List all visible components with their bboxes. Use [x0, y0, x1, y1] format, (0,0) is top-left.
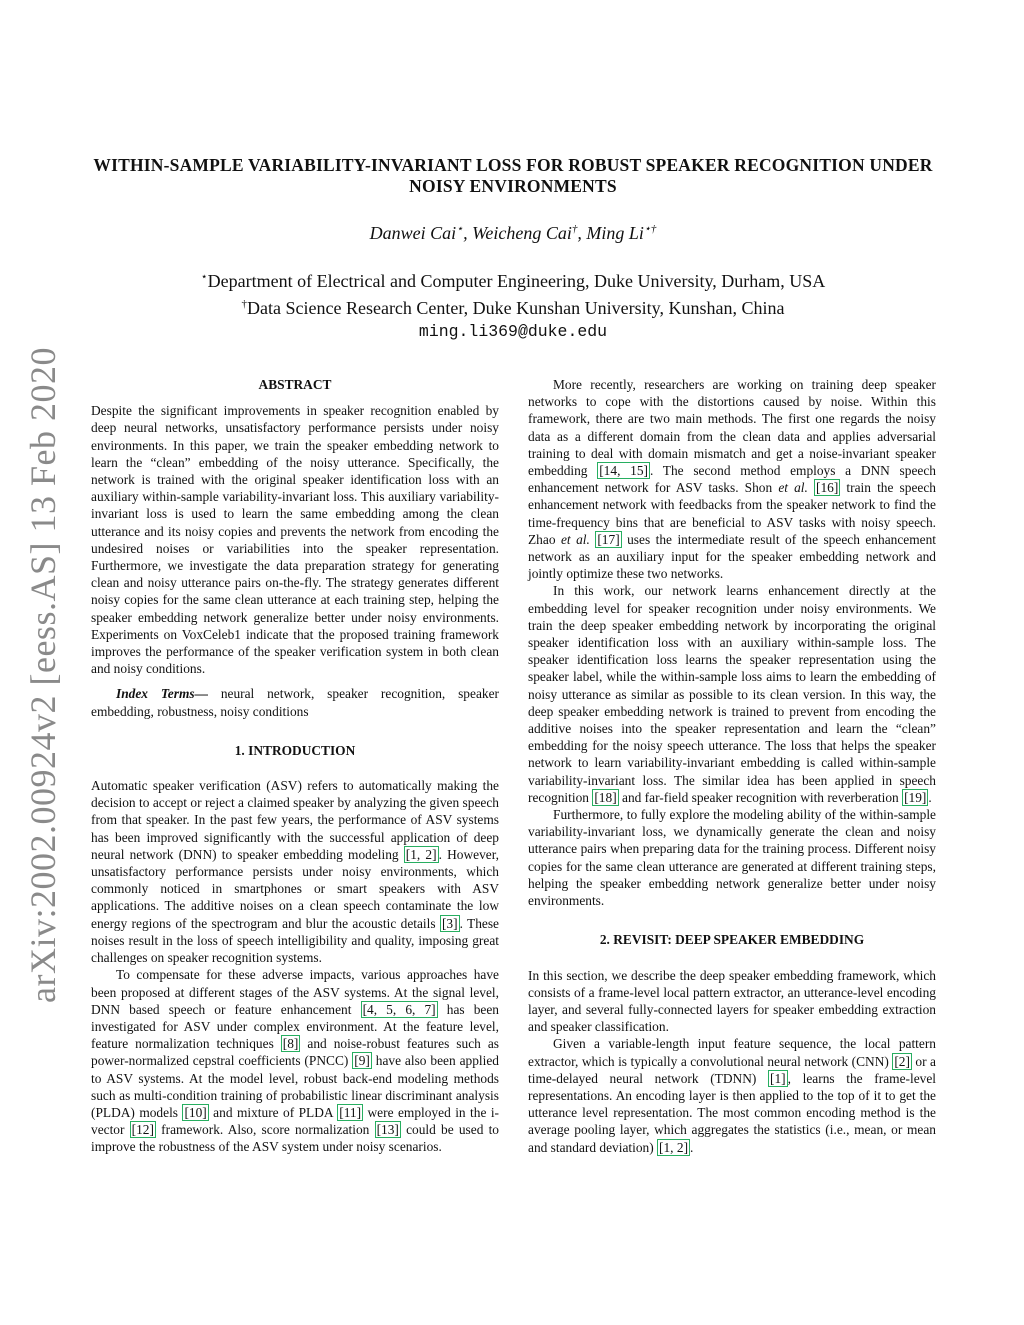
introduction-heading: 1. INTRODUCTION	[234, 742, 356, 758]
citation-link[interactable]: [1, 2]	[659, 1139, 689, 1155]
author-line: Danwei Cai⋆, Weicheng Cai†, Ming Li⋆†	[369, 223, 657, 243]
citation-link[interactable]: [18]	[594, 789, 617, 805]
data-strategy-paragraph: Furthermore, to fully explore the modeling ability of the within-sample variability-invariant loss, we dynamically generate the clean and noisy utterance pairs when preparing data for the training process. Different noisy copies for the same clean utterance are generated at different training steps, helping the speaker embedding network generalize better under noisy environments.	[528, 807, 936, 909]
abstract-heading: ABSTRACT	[258, 377, 332, 392]
citation-link[interactable]: [12]	[131, 1122, 154, 1138]
affiliation	[90, 293, 936, 320]
citation-link[interactable]: [9]	[354, 1053, 370, 1069]
affiliation-text: Data Science Research Center, Duke Kunshan University, Kunshan, China	[247, 298, 785, 318]
citation-link[interactable]: [17]	[597, 531, 620, 547]
author-name: Ming Li	[586, 223, 644, 243]
paper-title: WITHIN-SAMPLE VARIABILITY-INVARIANT LOSS FOR ROBUST SPEAKER RECOGNITION UNDER NOISY ENVIRONMENTS	[93, 155, 933, 196]
author-name: Weicheng Cai	[472, 223, 572, 243]
affiliation-mark: ⋆	[200, 271, 208, 283]
citation-link[interactable]: [10]	[184, 1104, 207, 1120]
arxiv-stamp	[18, 345, 68, 1005]
citation-link[interactable]: [14, 15]	[599, 463, 648, 479]
affiliations	[90, 266, 936, 343]
contact-email[interactable]: ming.li369@duke.edu	[418, 322, 608, 341]
section-2-paragraph-1: In this section, we describe the deep speaker embedding framework, which consists of a frame-level local pattern extractor, an utterance-level encoding layer, and several fully-connected layers for speaker embedding extraction and speaker classification.	[528, 967, 936, 1035]
left-column	[91, 376, 499, 1156]
author-name: Danwei Cai	[369, 223, 457, 243]
citation-link[interactable]: [8]	[282, 1036, 299, 1052]
citation-link[interactable]: [19]	[904, 789, 927, 805]
section-2-paragraph-2: Given a variable-length input feature sequence, the local pattern extractor, which is typically a convolutional neural network (CNN) [2] or a time-delayed neural network (TDNN) [1] , learns the frame-level representations. An encoding layer is then applied to the top of it to get the utterance level representation. The most common encoding method is the average pooling layer, which aggregates the statistics (i.e., mean, or mean and standard deviation) [1, 2] .	[528, 1036, 936, 1155]
intro-paragraph-1: Automatic speaker verification (ASV) refers to automatically making the decision to accept or reject a claimed speaker by analyzing the given speech from that speaker. In the past few years, the performance of ASV systems has been improved significantly with the successful application of deep neural network (DNN) to speaker embedding modeling [1, 2] . However, unsatisfactory performance persists under noisy environments, which commonly noticed in smartphones or smart speakers with ASV applications. The additive noises on a clean speech contaminate the low energy regions of the spectrogram and blur the acoustic details [3] . These noises result in the loss of speech intelligibility and quality, imposing great challenges on speaker recognition systems.	[91, 778, 499, 966]
arxiv-id: arXiv:2002.00924v2 [eess.AS] 13 Feb 2020	[23, 347, 64, 1003]
citation-link[interactable]: [4, 5, 6, 7]	[362, 1001, 436, 1017]
index-terms-label: Index Terms—	[116, 686, 208, 702]
citation-link[interactable]: [2]	[894, 1053, 910, 1069]
right-column	[528, 376, 936, 1156]
citation-link[interactable]: [1]	[770, 1070, 786, 1086]
author-mark: ⋆†	[643, 223, 657, 235]
abstract-text: Despite the significant improvements in speaker recognition enabled by deep neural networks, unsatisfactory performance persists under noisy environments. In this paper, we train the speaker embedding network to learn the “clean” embedding of the noisy utterance. Specifically, the network is trained with the original speaker identification loss with an auxiliary within-sample variability-invariant loss. This auxiliary variability-invariant loss is used to learn the same embedding among the clean utterance and its noisy copies and prevents the network from encoding the undesired noises or variabilities into the speaker representation. Furthermore, we investigate the data preparation strategy for generating clean and noisy utterance pairs on-the-fly. The strategy generates different noisy copies for the same clean utterance at each training step, helping the speaker embedding network generalize better under noisy environments. Experiments on VoxCeleb1 indicate that the proposed training framework improves the performance of the speaker verification system in both clean and noisy conditions.	[91, 403, 499, 677]
author-mark: ⋆	[456, 223, 464, 235]
related-work-paragraph: More recently, researchers are working on training deep speaker networks to cope with the distortions caused by noise. Within this framework, there are two main methods. The first one regards the noisy data as a different domain from the clean data and applies adversarial training to deal with domain mismatch and get a noise-invariant speaker embedding [14, 15] . The second method employs a DNN speech enhancement network for ASV tasks. Shon et al. [16] train the speech enhancement network with feedbacks from the speaker network to find the time-frequency bins that are beneficial to ASV tasks with noisy speech. Zhao et al. [17] uses the intermediate result of the speech enhancement network as an auxiliary input for the speaker embedding network and jointly optimize these two networks.	[528, 377, 936, 582]
citation-link[interactable]: [16]	[815, 480, 839, 496]
section-2-heading: 2. REVISIT: DEEP SPEAKER EMBEDDING	[599, 932, 865, 948]
author-mark: †	[571, 223, 578, 235]
citation-link[interactable]: [3]	[441, 915, 458, 931]
index-terms	[91, 685, 499, 719]
intro-paragraph-2: To compensate for these adverse impacts, various approaches have been proposed at different stages of the ASV systems. At the signal level, DNN based speech or feature enhancement [4, 5, 6, 7] has been investigated for ASV under complex environment. At the feature level, feature normalization techniques [8] and noise-robust features such as power-normalized cepstral coefficients (PNCC) [9] have also been applied to ASV systems. At the model level, robust back-end modeling methods such as multi-condition training of probabilistic linear discriminant analysis (PLDA) models [10] and mixture of PLDA [11] were employed in the i-vector [12] framework. Also, score normalization [13] could be used to improve the robustness of the ASV system under noisy scenarios.	[91, 967, 500, 1155]
citation-link[interactable]: [13]	[376, 1122, 399, 1138]
citation-link[interactable]: [1, 2]	[405, 846, 437, 862]
contribution-paragraph: In this work, our network learns enhancement directly at the embedding level for speaker recognition under noisy environments. We train the deep speaker embedding network by incorporating the original speaker identification loss with an auxiliary within-sample loss. The speaker identification loss learns the speaker representation using the speaker label, while the within-sample loss aims to learn the embedding of noisy utterance as similar as possible to its clean version. In this way, the deep speaker embedding network is trained to prevent from encoding the additive noises into the speaker representation and learn the “clean” embedding for the noisy speech utterance. The loss that helps the speaker network to learn variability-invariant embedding is called within-sample variability-invariant loss. The similar idea has been applied in speech recognition [18] and far-field speaker recognition with reverberation [19] .	[528, 583, 936, 805]
affiliation	[90, 266, 936, 293]
affiliation-text: Department of Electrical and Computer Engineering, Duke University, Durham, USA	[207, 271, 826, 291]
affiliation-mark: †	[241, 298, 248, 310]
citation-link[interactable]: [11]	[339, 1104, 362, 1120]
index-terms-text: neural network, speaker recognition, speaker embedding, robustness, noisy conditions	[91, 686, 499, 719]
